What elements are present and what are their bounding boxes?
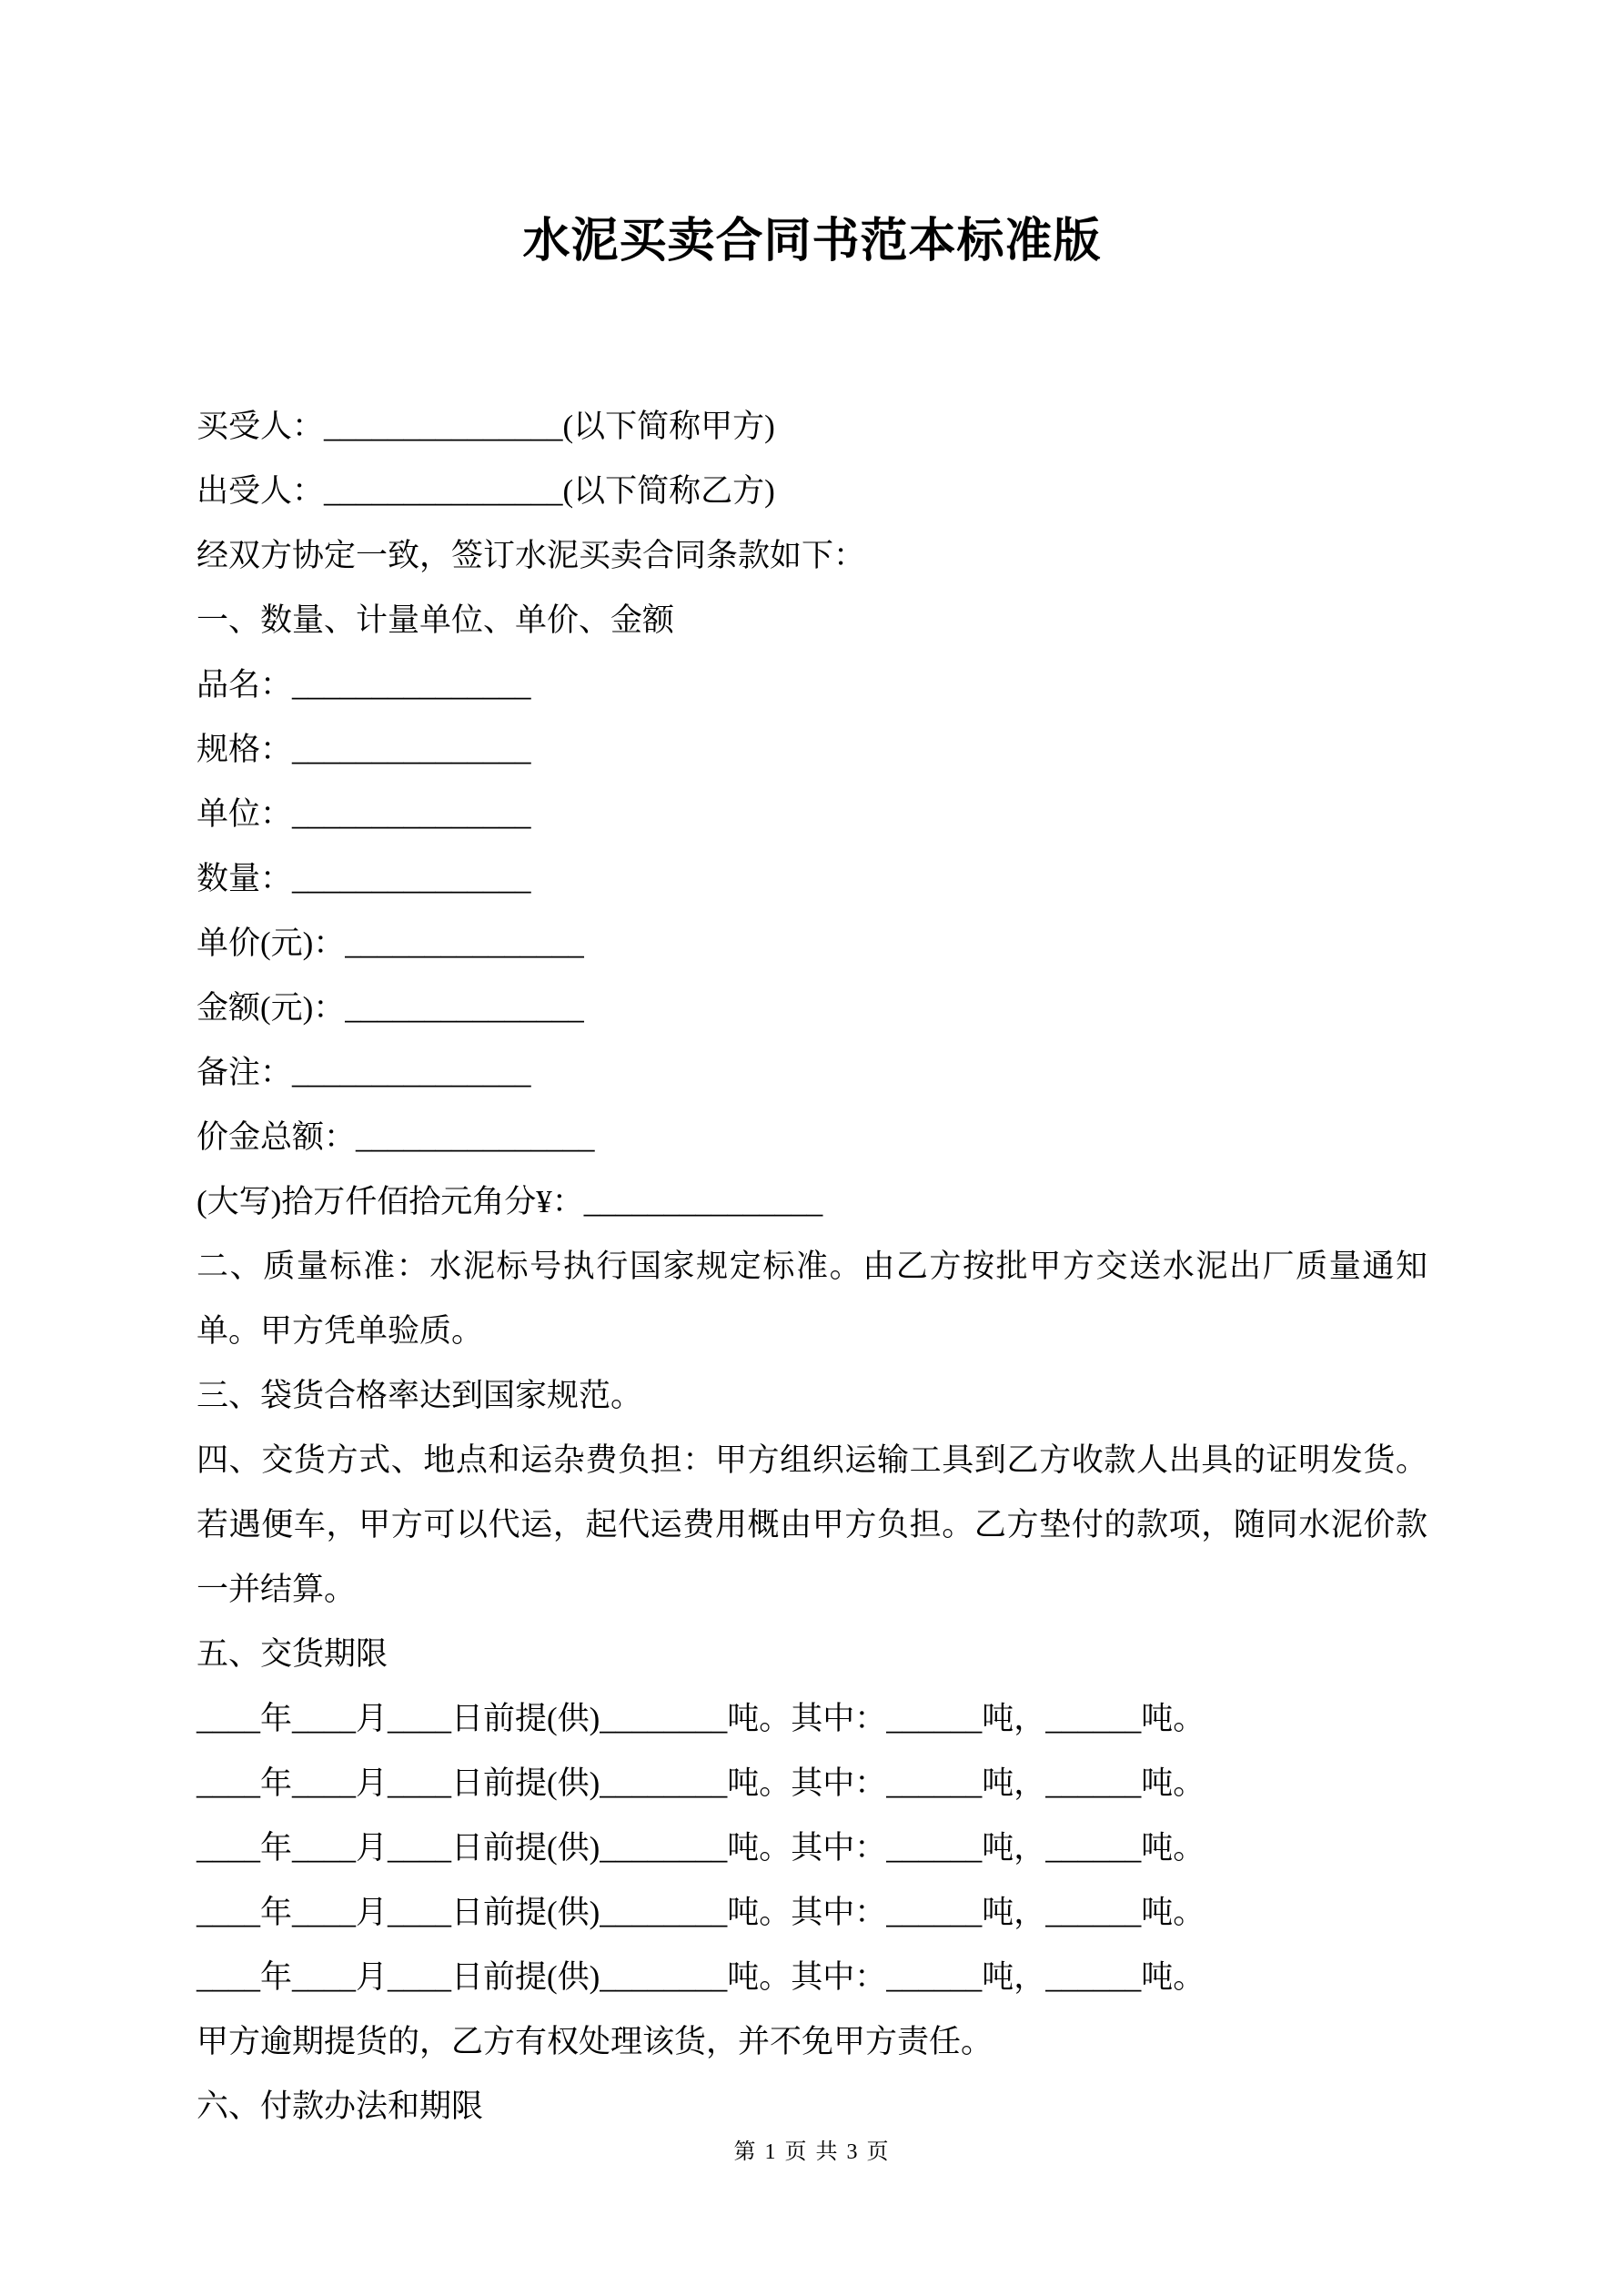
contract-section-3-pass-rate: 三、袋货合格率达到国家规范。 bbox=[197, 1378, 643, 1413]
document-title: 水泥买卖合同书范本标准版 bbox=[522, 216, 1102, 268]
contract-line-total-price: 价金总额：_______________ bbox=[197, 1119, 595, 1155]
contract-section-5-heading: 五、交货期限 bbox=[197, 1636, 388, 1672]
contract-line-quantity: 数量：_______________ bbox=[197, 861, 531, 896]
contract-section-1-heading: 一、数量、计量单位、单价、金额 bbox=[197, 602, 675, 638]
contract-delivery-schedule-row: ____年____月____日前提(供)________吨。其中：______吨，______吨。 bbox=[197, 1765, 1205, 1801]
contract-line-seller: 出受人：_______________(以下简称乙方) bbox=[197, 473, 775, 509]
contract-line-intro: 经双方协定一致，签订水泥买卖合同条款如下： bbox=[197, 538, 866, 573]
contract-line-unit: 单位：_______________ bbox=[197, 796, 531, 832]
contract-line-product-name: 品名：_______________ bbox=[197, 667, 531, 703]
contract-section-4-delivery-method: 四、交货方式、地点和运杂费负担：甲方组织运输工具到乙方收款人出具的证明发货。若遇便车，甲方可以代运，起代运费用概由甲方负担。乙方垫付的款项，随同水泥价款一并结算。 bbox=[197, 1442, 1427, 1607]
contract-delivery-schedule-row: ____年____月____日前提(供)________吨。其中：______吨，______吨。 bbox=[197, 1701, 1205, 1736]
contract-body bbox=[197, 394, 1427, 2139]
contract-line-amount-in-words: (大写)拾万仟佰拾元角分¥：_______________ bbox=[197, 1184, 823, 1219]
contract-line-remarks: 备注：_______________ bbox=[197, 1055, 531, 1090]
contract-section-6-heading: 六、付款办法和期限 bbox=[197, 2089, 484, 2124]
contract-section-2-quality: 二、质量标准：水泥标号执行国家规定标准。由乙方按批甲方交送水泥出厂质量通知单。甲方凭单验质。 bbox=[197, 1249, 1427, 1349]
contract-delivery-schedule-row: ____年____月____日前提(供)________吨。其中：______吨，______吨。 bbox=[197, 1895, 1205, 1930]
contract-line-overdue-clause: 甲方逾期提货的，乙方有权处理该货，并不免甲方责任。 bbox=[197, 2024, 994, 2059]
contract-line-buyer: 买受人：_______________(以下简称甲方) bbox=[197, 409, 775, 444]
page-footer: 第 1 页 共 3 页 bbox=[733, 2140, 891, 2164]
contract-delivery-schedule-row: ____年____月____日前提(供)________吨。其中：______吨，______吨。 bbox=[197, 1830, 1205, 1866]
contract-line-spec: 规格：_______________ bbox=[197, 732, 531, 767]
contract-line-unit-price: 单价(元)：_______________ bbox=[197, 925, 584, 961]
contract-delivery-schedule-row: ____年____月____日前提(供)________吨。其中：______吨，______吨。 bbox=[197, 1959, 1205, 1995]
contract-line-amount: 金额(元)：_______________ bbox=[197, 990, 584, 1026]
